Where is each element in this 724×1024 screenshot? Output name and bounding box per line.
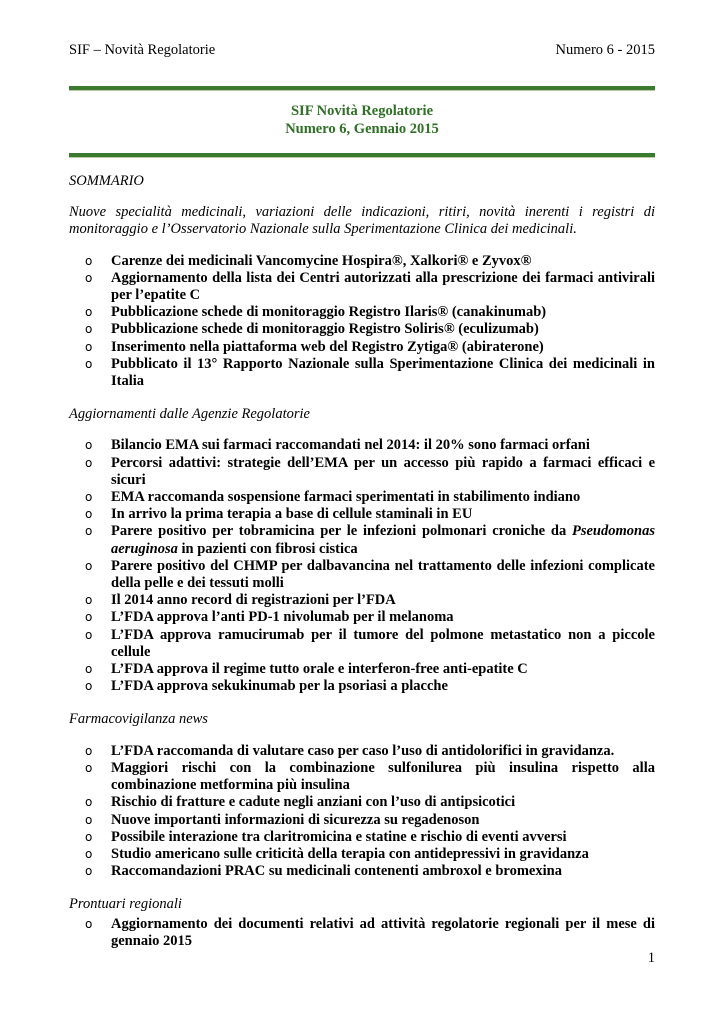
bullet-icon: o [85, 438, 93, 453]
agencies-heading: Aggiornamenti dalle Agenzie Regolatorie [69, 406, 310, 423]
bullet-icon: o [85, 339, 93, 354]
bullet-icon: o [85, 455, 93, 470]
bullet-icon: o [85, 812, 93, 827]
bullet-icon: o [85, 507, 93, 522]
bullet-icon: o [85, 490, 93, 505]
pharmacovigilance-list [69, 743, 655, 881]
list-item: o L’FDA approva l’anti PD-1 nivolumab per il melanoma [85, 609, 454, 626]
list-item: o L’FDA approva sekukinumab per la psoriasi a placche [85, 678, 448, 695]
list-item: o In arrivo la prima terapia a base di cellule staminali in EU [85, 506, 473, 523]
bullet-icon: o [85, 846, 93, 861]
list-item: o L’FDA approva il regime tutto orale e interferon-free anti-epatite C [85, 661, 528, 678]
bullet-icon: o [85, 610, 93, 625]
list-item: o Aggiornamento dei documenti relativi ad attività regolatorie regionali per il mese di gennaio 2015 [85, 915, 655, 949]
list-item: o Possibile interazione tra claritromicina e statine e rischio di eventi avversi [85, 828, 567, 845]
header-right: Numero 6 - 2015 [555, 42, 655, 58]
title-line-2: Numero 6, Gennaio 2015 [285, 121, 439, 137]
bullet-icon: o [85, 679, 93, 694]
list-item: o Raccomandazioni PRAC su medicinali contenenti ambroxol e bromexina [85, 863, 562, 880]
regional-list [69, 916, 655, 950]
list-item: o L’FDA approva ramucirumab per il tumore del polmone metastatico non a piccole cellule [85, 626, 655, 660]
list-item: o Maggiori rischi con la combinazione sulfonilurea più insulina rispetto alla combinazione metformina più insulina [85, 759, 655, 794]
header-left: SIF – Novità Regolatorie [69, 42, 216, 58]
content [69, 173, 655, 950]
summary-heading: SOMMARIO [69, 173, 144, 189]
list-item: o Studio americano sulle criticità della terapia con antidepressivi in gravidanza [85, 845, 589, 862]
list-item: o L’FDA raccomanda di valutare caso per caso l’uso di antidolorifici in gravidanza. [85, 742, 615, 759]
bullet-icon: o [85, 627, 93, 642]
regional-heading: Prontuari regionali [69, 896, 182, 913]
bullet-icon: o [85, 743, 93, 758]
bullet-icon: o [85, 270, 93, 285]
bullet-icon: o [85, 322, 93, 337]
list-item: o Pubblicato il 13° Rapporto Nazionale sulla Sperimentazione Clinica dei medicinali in Italia [85, 355, 655, 390]
bullet-icon: o [85, 916, 93, 931]
page-header [69, 42, 655, 59]
list-item: o Parere positivo per tobramicina per le infezioni polmonari croniche da Pseudomonas aeruginosa in pazienti con fibrosi cistica [85, 523, 655, 557]
bullet-icon: o [85, 558, 93, 573]
top-rule [69, 86, 655, 91]
pharmacovigilance-heading: Farmacovigilanza news [69, 711, 208, 728]
list-item: o Rischio di fratture e cadute negli anziani con l’uso di antipsicotici [85, 794, 516, 811]
list-item: o Percorsi adattivi: strategie dell’EMA per un accesso più rapido a farmaci efficaci e sicuri [85, 454, 655, 488]
list-item: o Carenze dei medicinali Vancomycine Hospira®, Xalkori® e Zyvox® [85, 252, 532, 269]
agencies-list [69, 437, 655, 695]
list-item: o EMA raccomanda sospensione farmaci sperimentati in stabilimento indiano [85, 489, 581, 506]
title-line-1: SIF Novità Regolatorie [290, 103, 434, 119]
bottom-rule [69, 153, 655, 158]
title-block [69, 102, 655, 138]
list-item: o Inserimento nella piattaforma web del Registro Zytiga® (abiraterone) [85, 338, 544, 355]
bullet-icon: o [85, 829, 93, 844]
bullet-icon: o [85, 593, 93, 608]
bullet-icon: o [85, 864, 93, 879]
list-item: o Nuove importanti informazioni di sicurezza su regadenoson [85, 811, 480, 828]
list-item: o Pubblicazione schede di monitoraggio Registro Soliris® (eculizumab) [85, 321, 539, 338]
bullet-icon: o [85, 253, 93, 268]
bullet-icon: o [85, 305, 93, 320]
summary-list [69, 253, 655, 391]
summary-intro: Nuove specialità medicinali, variazioni delle indicazioni, ritiri, novità inerenti i registri di monitoraggio e l’Osservatorio Nazionale sulla Sperimentazione Clinica dei medicinali. [69, 204, 655, 238]
bullet-icon: o [85, 795, 93, 810]
bullet-icon: o [85, 662, 93, 677]
list-item: o Aggiornamento della lista dei Centri autorizzati alla prescrizione dei farmaci antivirali per l’epatite C [85, 269, 655, 304]
list-item: o Il 2014 anno record di registrazioni per l’FDA [85, 592, 396, 609]
bullet-icon: o [85, 356, 93, 371]
bullet-icon: o [85, 524, 93, 539]
list-item: o Bilancio EMA sui farmaci raccomandati nel 2014: il 20% sono farmaci orfani [85, 437, 590, 454]
page-number: 1 [647, 950, 655, 966]
list-item: o Pubblicazione schede di monitoraggio Registro Ilaris® (canakinumab) [85, 304, 547, 321]
bullet-icon: o [85, 760, 93, 775]
species-name: Pseudomonas aeruginosa [111, 523, 655, 557]
list-item: o Parere positivo del CHMP per dalbavancina nel trattamento delle infezioni complicate della pelle e dei tessuti molli [85, 557, 655, 592]
